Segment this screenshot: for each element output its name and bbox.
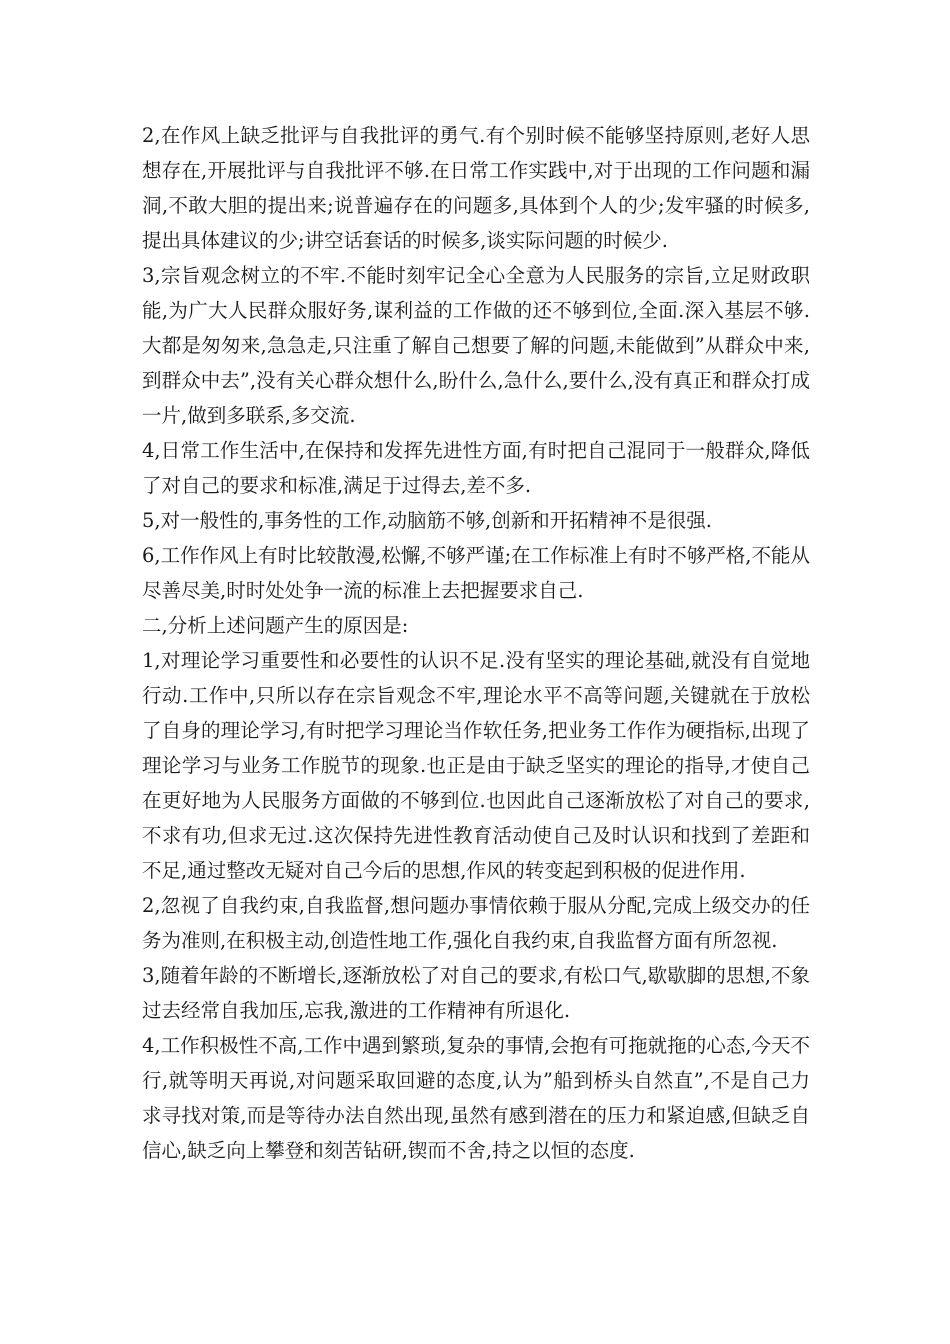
paragraph-cause-3: 3,随着年龄的不断增长,逐渐放松了对自己的要求,有松口气,歇歇脚的思想,不象过去经常自我加压,忘我,激进的工作精神有所退化. [142,964,810,1022]
paragraph-cause-1: 1,对理论学习重要性和必要性的认识不足.没有坚实的理论基础,就没有自觉地行动.工作中,只所以存在宗旨观念不牢,理论水平不高等问题,关键就在于放松了自身的理论学习,有时把学习理论当作软任务,把业务工作作为硬指标,出现了理论学习与业务工作脱节的现象.也正是由于缺乏坚实的理论的指导,才使自己在更好地为人民服务方面做的不够到位.也因此自己逐渐放松了对自己的要求,不求有功,但求无过.这次保持先进性教育活动使自己及时认识和找到了差距和不足,通过整改无疑对自己今后的思想,作风的转变起到积极的促进作用. [142,649,810,882]
paragraph-problem-6: 6,工作作风上有时比较散漫,松懈,不够严谨;在工作标准上有时不够严格,不能从尽善尽美,时时处处争一流的标准上去把握要求自己. [142,544,810,602]
paragraph-cause-4: 4,工作积极性不高,工作中遇到繁琐,复杂的事情,会抱有可拖就拖的心态,今天不行,就等明天再说,对问题采取回避的态度,认为”船到桥头自然直”,不是自己力求寻找对策,而是等待办法自然出现,虽然有感到潜在的压力和紧迫感,但缺乏自信心,缺乏向上攀登和刻苦钻研,锲而不舍,持之以恒的态度. [142,1034,810,1162]
paragraph-problem-2: 2,在作风上缺乏批评与自我批评的勇气.有个别时候不能够坚持原则,老好人思想存在,开展批评与自我批评不够.在日常工作实践中,对于出现的工作问题和漏洞,不敢大胆的提出来;说普遍存在的问题多,具体到个人的少;发牢骚的时候多,提出具体建议的少;讲空话套话的时候多,谈实际问题的时候少. [142,124,810,252]
section-heading-causes: 二,分析上述问题产生的原因是: [142,614,409,637]
paragraph-problem-4: 4,日常工作生活中,在保持和发挥先进性方面,有时把自己混同于一般群众,降低了对自己的要求和标准,满足于过得去,差不多. [142,439,810,497]
paragraph-problem-5: 5,对一般性的,事务性的工作,动脑筋不够,创新和开拓精神不是很强. [142,509,712,532]
paragraph-cause-2: 2,忽视了自我约束,自我监督,想问题办事情依赖于服从分配,完成上级交办的任务为准则,在积极主动,创造性地工作,强化自我约束,自我监督方面有所忽视. [142,894,810,952]
paragraph-problem-3: 3,宗旨观念树立的不牢.不能时刻牢记全心全意为人民服务的宗旨,立足财政职能,为广大人民群众服好务,谋利益的工作做的还不够到位,全面.深入基层不够.大都是匆匆来,急急走,只注重了解自己想要了解的问题,未能做到”从群众中来,到群众中去”,没有关心群众想什么,盼什么,急什么,要什么,没有真正和群众打成一片,做到多联系,多交流. [142,264,810,427]
document-page [142,118,810,1168]
